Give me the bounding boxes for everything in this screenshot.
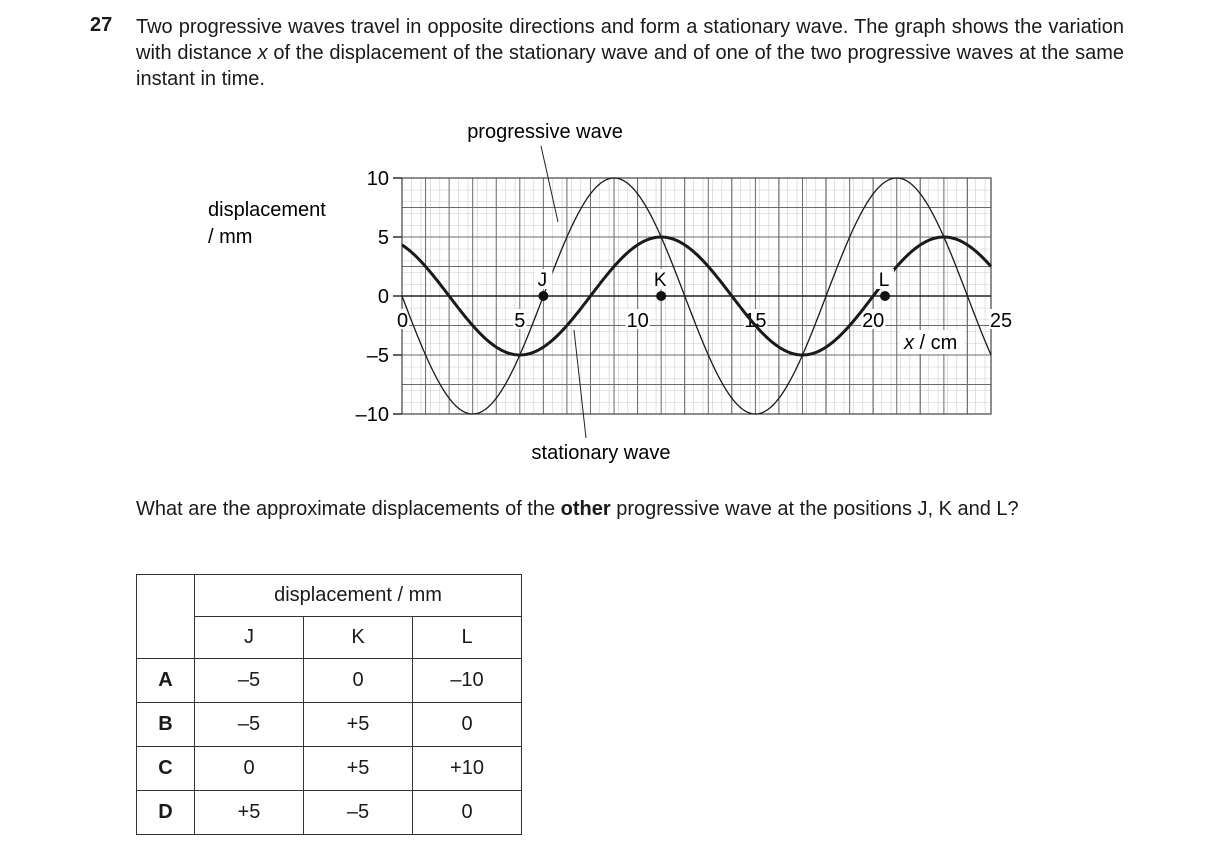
y-tick-label: 0 [377, 286, 389, 308]
cell-l: –10 [413, 659, 522, 703]
question-text-end: of the displacement of the stationary wave and of one of the two progressive waves at the same instant in time. [136, 42, 1124, 90]
question-prompt [136, 496, 1124, 522]
point-label-k: K [653, 270, 667, 291]
y-axis-label-line1: displacement [208, 199, 326, 221]
point-label-l: L [878, 270, 890, 291]
point-k [656, 291, 666, 301]
x-tick-label: 5 [514, 310, 526, 332]
y-tick-label: –5 [366, 345, 389, 367]
cell-k: –5 [304, 791, 413, 835]
cell-j: +5 [195, 791, 304, 835]
cell-l: 0 [413, 791, 522, 835]
progressive-wave-annotation: progressive wave [467, 121, 623, 143]
option-letter: A [137, 659, 195, 703]
answer-table [136, 574, 522, 835]
x-tick-label: 20 [862, 310, 885, 332]
cell-j: –5 [195, 659, 304, 703]
prompt-start: What are the approximate displacements of the [136, 498, 561, 520]
question-text-start: Two progressive waves travel in opposite directions and form a stationary wave. The graph shows the variation with distance [136, 16, 1124, 64]
prompt-end: progressive wave at the positions J, K and L? [610, 498, 1019, 520]
cell-j: –5 [195, 703, 304, 747]
point-l [880, 291, 890, 301]
option-row-a[interactable] [137, 659, 522, 703]
blank-header-cell [137, 575, 195, 659]
table-header: displacement / mm [195, 575, 522, 617]
y-tick-label: –10 [355, 404, 389, 426]
point-j [538, 291, 548, 301]
question-number: 27 [90, 14, 113, 36]
cell-l: +10 [413, 747, 522, 791]
option-row-b[interactable] [137, 703, 522, 747]
column-j-header: J [195, 617, 304, 659]
stationary-wave-annotation: stationary wave [531, 442, 671, 464]
y-tick-label: 10 [366, 168, 389, 190]
option-row-d[interactable] [137, 791, 522, 835]
option-letter: C [137, 747, 195, 791]
cell-j: 0 [195, 747, 304, 791]
x-tick-label: 10 [626, 310, 649, 332]
option-row-c[interactable] [137, 747, 522, 791]
x-tick-label: 15 [744, 310, 767, 332]
column-l-header: L [413, 617, 522, 659]
y-axis-label-line2: / mm [208, 226, 253, 248]
option-letter: B [137, 703, 195, 747]
option-letter: D [137, 791, 195, 835]
prompt-emphasis: other [560, 498, 611, 520]
x-tick-label: 25 [989, 310, 1013, 332]
y-ticks [356, 168, 402, 426]
x-axis-label: x / cm [904, 332, 958, 354]
cell-k: 0 [304, 659, 413, 703]
cell-l: 0 [413, 703, 522, 747]
point-label-j: J [537, 270, 548, 291]
cell-k: +5 [304, 703, 413, 747]
variable-x: x [257, 42, 268, 64]
x-tick-label: 0 [396, 310, 409, 332]
column-k-header: K [304, 617, 413, 659]
cell-k: +5 [304, 747, 413, 791]
y-tick-label: 5 [377, 227, 389, 249]
